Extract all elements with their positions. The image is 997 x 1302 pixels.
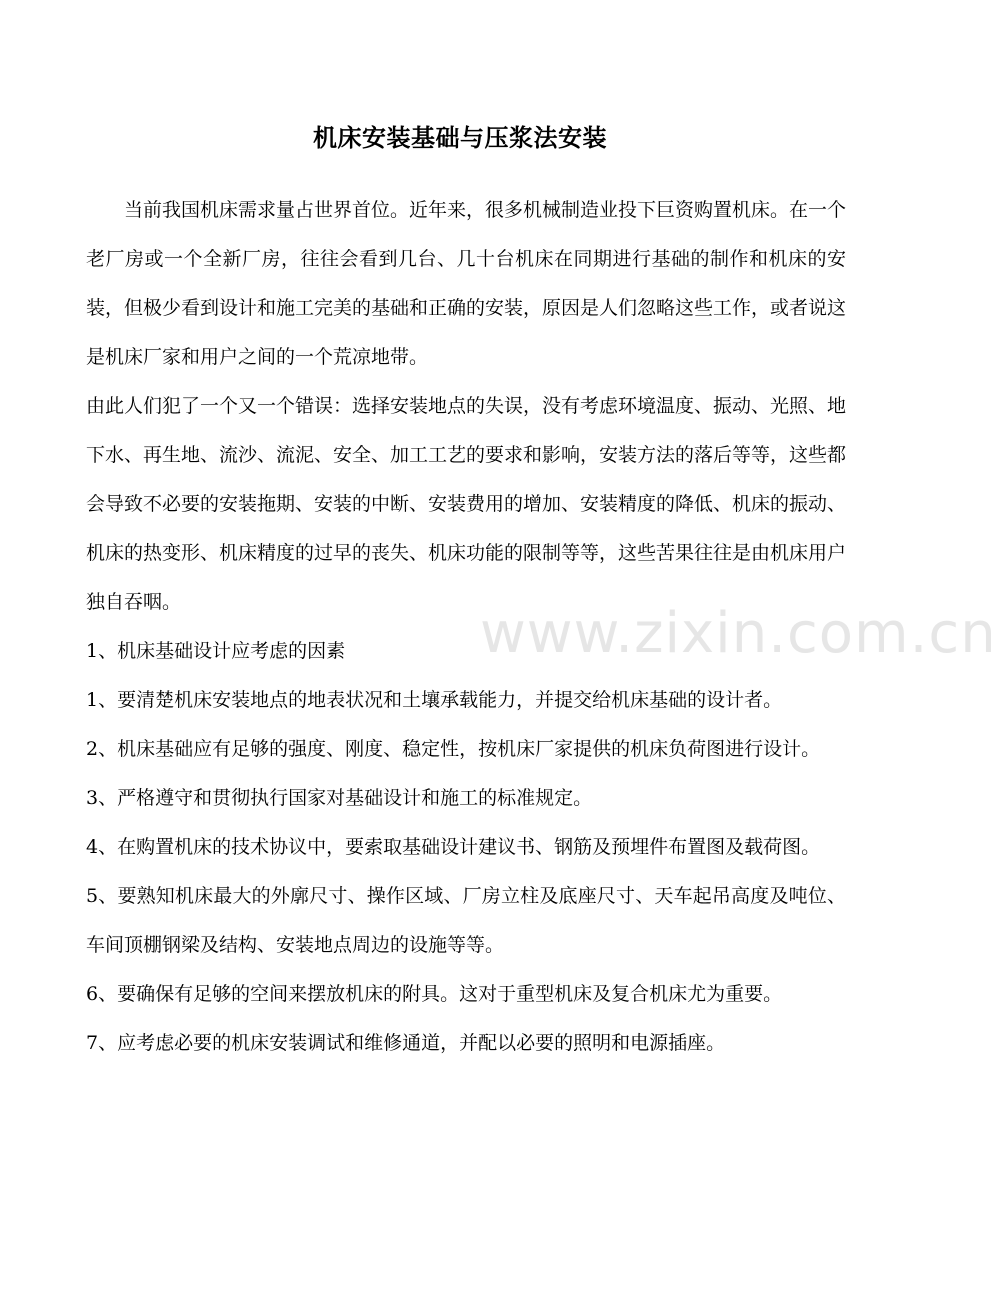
- paragraph-errors: 由此人们犯了一个又一个错误：选择安装地点的失误，没有考虑环境温度、振动、光照、地下水、再生地、流沙、流泥、安全、加工工艺的要求和影响，安装方法的落后等等，这些都会导致不必要的安装拖期、安装的中断、安装费用的增加、安装精度的降低、机床的振动、机床的热变形、机床精度的过早的丧失、机床功能的限制等等，这些苦果往往是由机床用户独自吞咽。: [86, 395, 847, 613]
- list-item: 2、机床基础应有足够的强度、刚度、稳定性，按机床厂家提供的机床负荷图进行设计。: [86, 738, 821, 760]
- watermark: www.zixin.com.cn: [480, 601, 997, 666]
- document-title: 机床安装基础与压浆法安装: [313, 123, 607, 152]
- document-body: [86, 186, 846, 1068]
- list-item: 7、应考虑必要的机床安装调试和维修通道，并配以必要的照明和电源插座。: [86, 1032, 726, 1054]
- list-item: 4、在购置机床的技术协议中，要索取基础设计建议书、钢筋及预埋件布置图及载荷图。: [86, 836, 821, 858]
- list-item: 6、要确保有足够的空间来摆放机床的附具。这对于重型机床及复合机床尤为重要。: [86, 983, 783, 1005]
- list-item: 1、要清楚机床安装地点的地表状况和土壤承载能力，并提交给机床基础的设计者。: [86, 689, 783, 711]
- list-item: 3、严格遵守和贯彻执行国家对基础设计和施工的标准规定。: [86, 787, 593, 809]
- list-item: 5、要熟知机床最大的外廓尺寸、操作区域、厂房立柱及底座尺寸、天车起吊高度及吨位、车间顶棚钢梁及结构、安装地点周边的设施等等。: [86, 885, 846, 956]
- section-heading: 1、机床基础设计应考虑的因素: [86, 640, 346, 662]
- paragraph-intro: 当前我国机床需求量占世界首位。近年来，很多机械制造业投下巨资购置机床。在一个老厂房或一个全新厂房，往往会看到几台、几十台机床在同期进行基础的制作和机床的安装，但极少看到设计和施工完美的基础和正确的安装，原因是人们忽略这些工作，或者说这是机床厂家和用户之间的一个荒凉地带。: [86, 199, 847, 368]
